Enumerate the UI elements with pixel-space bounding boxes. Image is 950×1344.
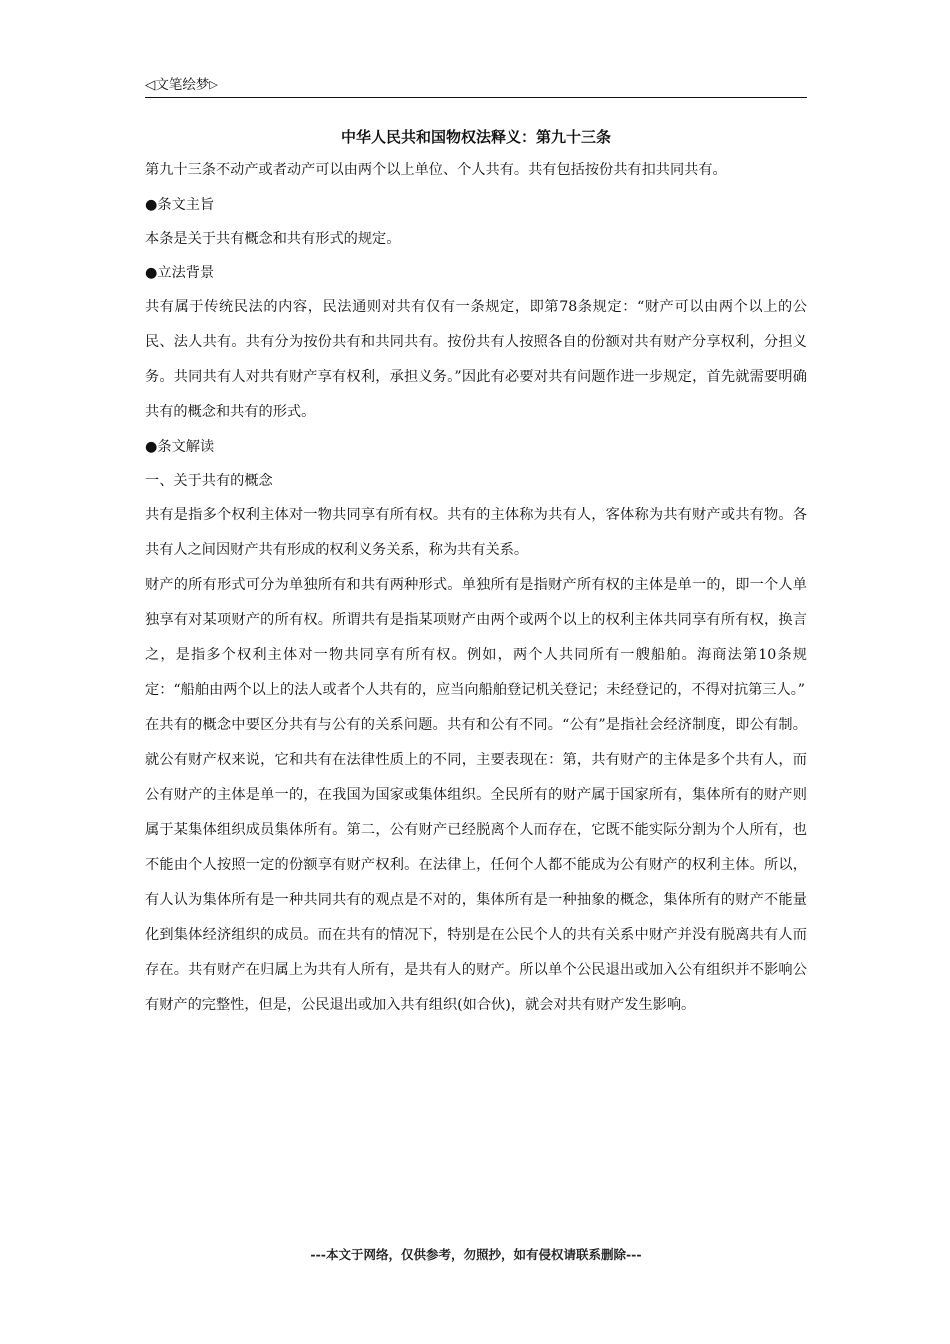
page-header	[145, 75, 807, 98]
section-heading-interpretation: ●条文解读	[145, 439, 215, 455]
left-triangle-icon: ◁	[145, 77, 156, 93]
brand-name: 文笔绘梦	[155, 77, 210, 93]
background-text: 共有属于传统民法的内容，民法通则对共有仅有一条规定，即第78条规定：“财产可以由两个以上的公民、法人共有。共有分为按份共有和共同共有。按份共有人按照各自的份额对共有财产分享权利，分担义务。共同共有人对共有财产享有权利，承担义务。”因此有必要对共有问题作进一步规定，首先就需要明确共有的概念和共有的形式。	[145, 299, 807, 420]
subsection-heading-concept: 一、关于共有的概念	[145, 473, 273, 489]
section-heading-purpose: ●条文主旨	[145, 197, 215, 213]
concept-text: 共有是指多个权利主体对一物共同享有所有权。共有的主体称为共有人，客体称为共有财产或共有物。各共有人之间因财产共有形成的权利义务关系，称为共有关系。	[145, 507, 807, 558]
purpose-text: 本条是关于共有概念和共有形式的规定。	[145, 231, 401, 247]
document-body	[145, 153, 807, 1023]
ownership-forms-text: 财产的所有形式可分为单独所有和共有两种形式。单独所有是指财产所有权的主体是单一的，即一个人单独享有对某项财产的所有权。所谓共有是指某项财产由两个或两个以上的权利主体共同享有所有权，换言之，是指多个权利主体对一物共同享有所有权。例如，两个人共同所有一艘船舶。海商法第10条规定：“船舶由两个以上的法人或者个人共有的，应当向船舶登记机关登记；未经登记的，不得对抗第三人。”	[145, 577, 807, 698]
article-text: 第九十三条不动产或者动产可以由两个以上单位、个人共有。共有包括按份共有扣共同共有。	[145, 162, 727, 178]
right-triangle-icon: ▷	[209, 78, 218, 91]
section-heading-background: ●立法背景	[145, 265, 215, 281]
document-title: 中华人民共和国物权法释义：第九十三条	[340, 128, 611, 146]
public-vs-joint-text: 在共有的概念中要区分共有与公有的关系问题。共有和公有不同。“公有”是指社会经济制度，即公有制。就公有财产权来说，它和共有在法律性质上的不同，主要表现在：第，共有财产的主体是多个共有人，而公有财产的主体是单一的，在我国为国家或集体组织。全民所有的财产属于国家所有，集体所有的财产则属于某集体组织成员集体所有。第二，公有财产已经脱离个人而存在，它既不能实际分割为个人所有，也不能由个人按照一定的份额享有财产权利。在法律上，任何个人都不能成为公有财产的权利主体。所以，有人认为集体所有是一种共同共有的观点是不对的，集体所有是一种抽象的概念，集体所有的财产不能量化到集体经济组织的成员。而在共有的情况下，特别是在公民个人的共有关系中财产并没有脱离共有人而存在。共有财产在归属上为共有人所有，是共有人的财产。所以单个公民退出或加入公有组织并不影响公有财产的完整性，但是，公民退出或加入共有组织(如合伙)，就会对共有财产发生影响。	[145, 717, 807, 1013]
page-footer: ---本文于网络，仅供参考，勿照抄，如有侵权请联系删除---	[310, 1247, 642, 1262]
